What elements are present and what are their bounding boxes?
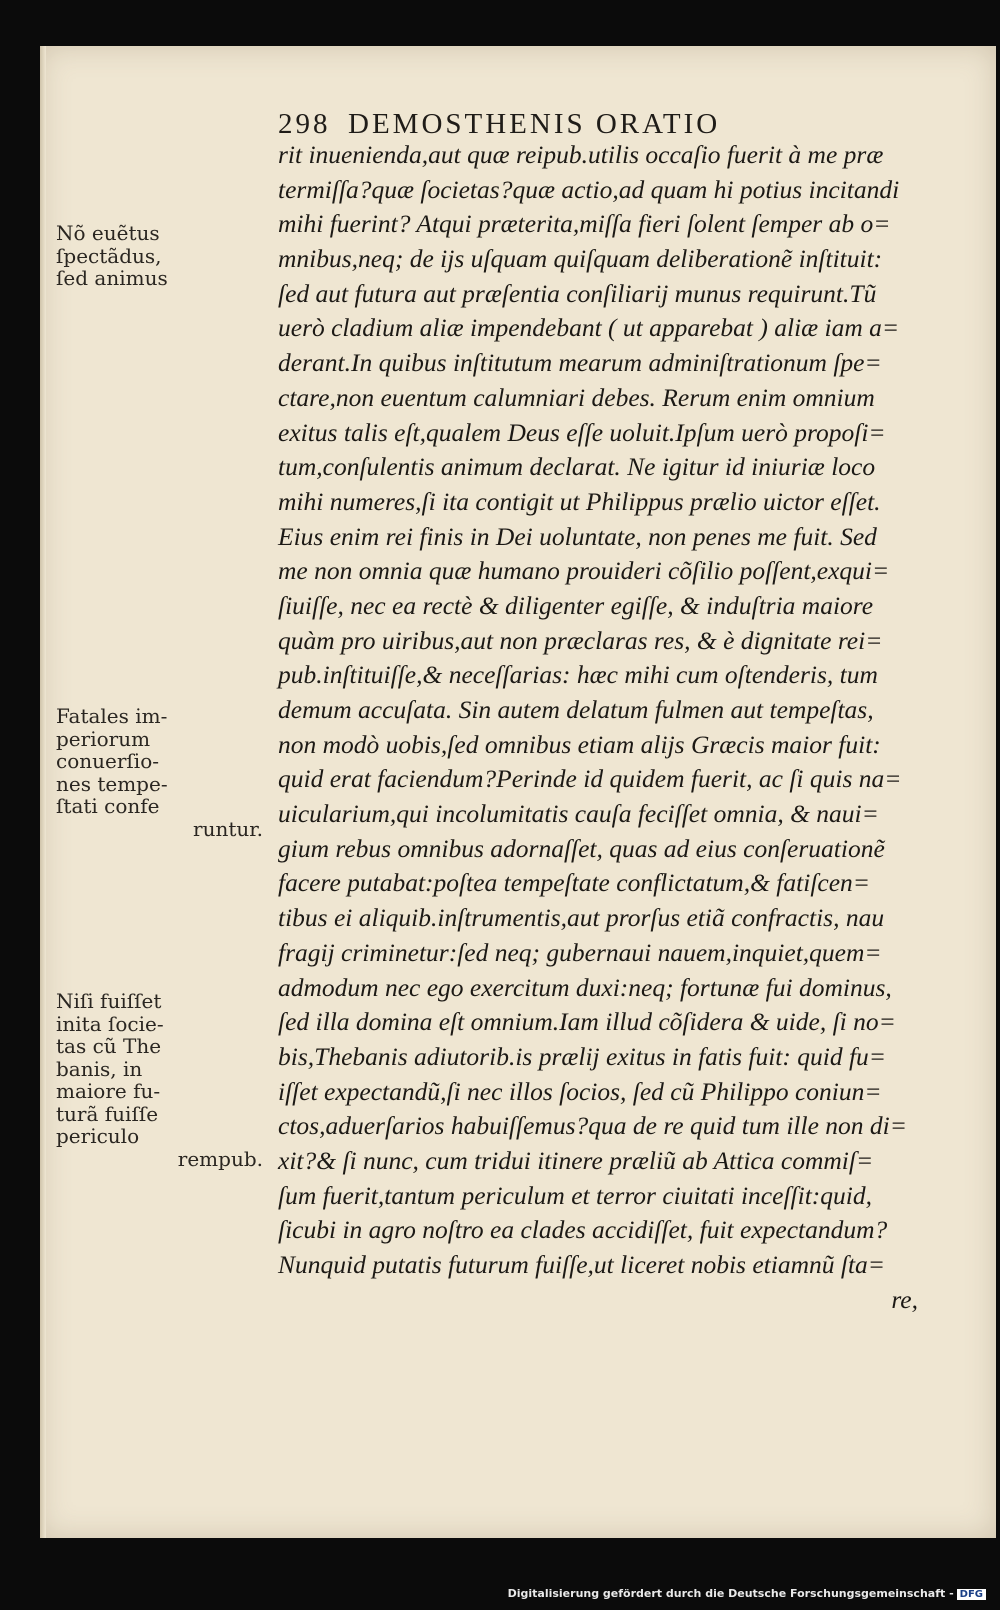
text-line: non modò uobis,ſed omnibus etiam alijs Græcis maior fuit: [278,729,881,759]
credit-text: Digitalisierung gefördert durch die Deutsche Forschungsgemeinschaft - [507,1587,954,1600]
text-line: derant.In quibus inſtitutum mearum adminiſtrationum ſpe= [278,348,882,378]
margin-note-line: periculo [56,1124,140,1148]
text-line: termiſſa?quæ ſocietas?quæ actio,ad quam hi potius incitandi [278,174,900,204]
text-line: ſicubi in agro noſtro ea clades accidiſſet, fuit expectandum? [278,1215,888,1245]
digitization-credit [508,1587,986,1600]
text-line: ctos,aduerſarios habuiſſemus?qua de re quid tum ille non di= [278,1111,907,1141]
text-line: facere putabat:poſtea tempeſtate conflictatum,& fatiſcen= [278,868,870,898]
margin-note-line: Nõ euẽtus [56,221,160,245]
text-line: ſed illa domina eſt omnium.Iam illud cõſidera & uide, ſi no= [278,1007,896,1037]
dfg-logo: DFG [957,1589,986,1600]
text-line: uerò cladium aliæ impendebant ( ut apparebat ) aliæ iam a= [278,313,900,343]
body-text [278,138,918,1317]
text-line: ſum fuerit,tantum periculum et terror ciuitati inceſſit:quid, [278,1180,872,1210]
text-line: Eius enim rei finis in Dei uoluntate, non penes me fuit. Sed [278,521,877,551]
text-line: demum accuſata. Sin autem delatum fulmen aut tempeſtas, [278,695,874,724]
text-line: quid erat faciendum?Perinde id quidem fuerit, ac ſi quis na= [278,764,902,794]
text-line: xit?& ſi nunc, cum tridui itinere præliũ ab Attica commiſ= [278,1145,874,1175]
margin-note-line: ſpectãdus, [56,243,162,268]
text-line: pub.inſtituiſſe,& neceſſarias: hæc mihi cum oſtenderis, tum [278,660,878,690]
text-line: admodum nec ego exercitum duxi:neq; fortunæ fui dominus, [278,972,892,1002]
text-line: mihi fuerint? Atqui præterita,miſſa fieri ſolent ſemper ab o= [278,209,891,239]
margin-note [56,705,271,840]
text-line: me non omnia quæ humano prouideri cõſilio poſſent,exqui= [278,556,890,586]
margin-note-line: Niſi fuiſſet [56,989,162,1013]
margin-note-line: tas cũ The [56,1034,162,1058]
text-line: bis,Thebanis adiutorib.is prælij exitus in fatis fuit: quid fu= [278,1041,887,1071]
text-line: fragij criminetur:ſed neq; gubernaui nauem,inquiet,quem= [278,937,882,967]
margin-note [56,222,271,290]
text-line: rit inuenienda,aut quæ reipub.utilis occaſio fuerit à me præ [278,140,884,169]
margin-note-line: inita ſocie- [56,1011,164,1036]
text-line: tibus ei aliquib.inſtrumentis,aut prorſus etiã confractis, nau [278,903,885,933]
text-line: ſed aut futura aut præſentia conſiliarij munus requirunt.Tũ [278,278,877,308]
page-binding-edge [40,46,46,1538]
text-line: re, [891,1284,918,1314]
margin-note-line: Fatales im- [56,704,168,728]
text-line: gium rebus omnibus adornaſſet, quas ad eius conſeruationẽ [278,833,885,863]
text-line: tum,conſulentis animum declarat. Ne igitur id iniuriæ loco [278,452,876,482]
margin-note-line: rempub. [177,1146,263,1171]
margin-note-line: nes tempe- [56,771,168,796]
text-line: ctare,non euentum calumniari debes. Rerum enim omnium [278,382,875,412]
running-header [278,108,838,141]
text-line: uicularium,qui incolumitatis cauſa feciſſet omnia, & naui= [278,799,879,829]
margin-note-line: conuerſio- [56,749,159,773]
margin-note-line: runtur. [193,816,263,841]
text-line: mnibus,neq; de ijs uſquam quiſquam deliberationẽ inſtituit: [278,244,883,274]
margin-note-line: maiore fu- [56,1079,161,1103]
margin-note-line: periorum [56,726,151,751]
margin-note-line: turã fuiſſe [56,1101,159,1126]
margin-note-line: ſtati confe [56,794,160,818]
text-line: Nunquid putatis futurum fuiſſe,ut liceret nobis etiamnũ ſta= [278,1250,885,1279]
margin-note-line: ſed animus [56,266,168,290]
margin-note [56,990,271,1170]
page-number: 298 [278,108,331,140]
text-line: quàm pro uiribus,aut non præclaras res, & è dignitate rei= [278,625,883,655]
text-line: exitus talis eſt,qualem Deus eſſe uoluit.Ipſum uerò propoſi= [278,417,886,447]
text-line: ſiuiſſe, nec ea rectè & diligenter egiſſe, & induſtria maiore [278,590,874,620]
text-line: iſſet expectandũ,ſi nec illos ſocios, ſed cũ Philippo coniun= [278,1076,882,1106]
margin-note-line: banis, in [56,1056,143,1081]
text-line: mihi numeres,ſi ita contigit ut Philippus prælio uictor eſſet. [278,486,881,516]
running-title: DEMOSTHENIS ORATIO [348,108,721,140]
